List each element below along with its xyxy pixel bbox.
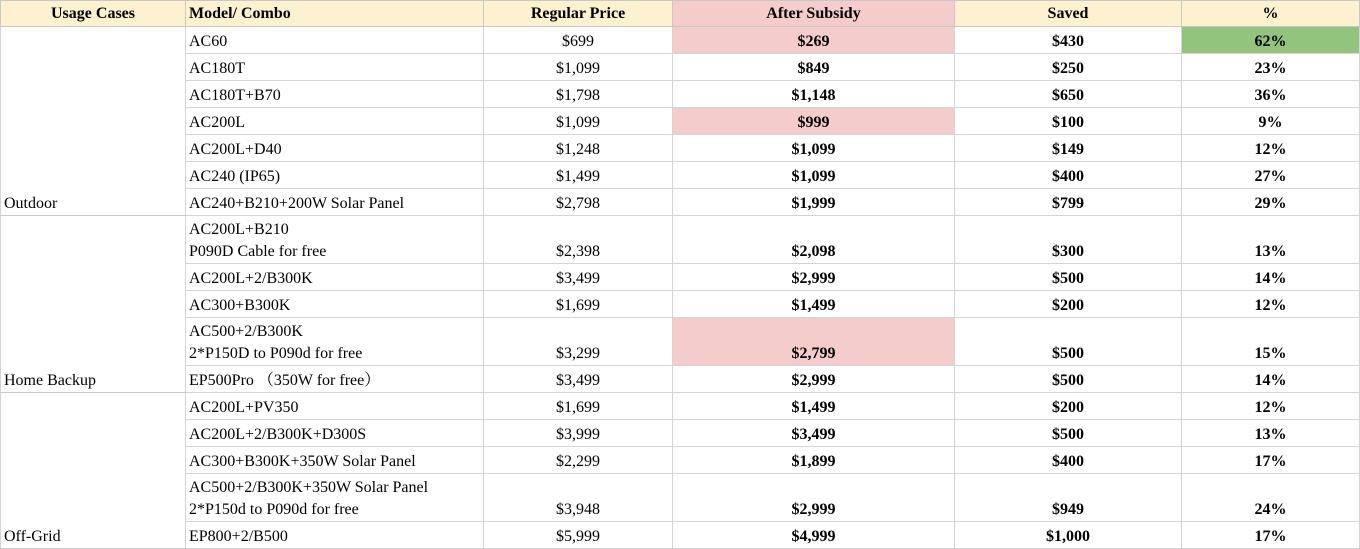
table-row [1, 474, 1360, 522]
cell-saved[interactable]: $400 [955, 447, 1182, 474]
cell-after-subsidy[interactable]: $1,499 [673, 291, 955, 318]
cell-percent[interactable]: 12% [1182, 135, 1360, 162]
table-row [1, 54, 1360, 81]
cell-after-subsidy[interactable]: $2,999 [673, 474, 955, 522]
cell-regular-price[interactable]: $1,099 [484, 54, 673, 81]
model-line: AC240 (IP65) [189, 168, 281, 185]
cell-percent[interactable]: 15% [1182, 318, 1360, 366]
cell-usage-case[interactable] [1, 108, 186, 135]
table-row [1, 81, 1360, 108]
cell-percent[interactable]: 17% [1182, 447, 1360, 474]
cell-model-combo[interactable] [186, 447, 484, 474]
cell-after-subsidy[interactable]: $1,999 [673, 189, 955, 216]
cell-saved[interactable]: $1,000 [955, 522, 1182, 549]
cell-percent[interactable]: 29% [1182, 189, 1360, 216]
cell-model-combo[interactable] [186, 54, 484, 81]
cell-usage-case[interactable] [1, 27, 186, 54]
cell-usage-case[interactable] [1, 447, 186, 474]
cell-usage-case[interactable] [1, 162, 186, 189]
cell-percent[interactable]: 24% [1182, 474, 1360, 522]
model-line: AC200L+2/B300K+D300S [189, 426, 367, 443]
cell-usage-case[interactable]: Outdoor [1, 189, 186, 216]
cell-percent[interactable]: 36% [1182, 81, 1360, 108]
cell-usage-case[interactable] [1, 393, 186, 420]
cell-model-combo[interactable] [186, 474, 484, 522]
model-line: EP800+2/B500 [189, 528, 288, 545]
cell-regular-price[interactable]: $2,398 [484, 216, 673, 264]
cell-saved[interactable]: $200 [955, 393, 1182, 420]
cell-after-subsidy[interactable]: $1,148 [673, 81, 955, 108]
cell-usage-case[interactable] [1, 264, 186, 291]
table-row [1, 393, 1360, 420]
cell-model-combo[interactable] [186, 420, 484, 447]
cell-percent[interactable]: 13% [1182, 216, 1360, 264]
cell-after-subsidy[interactable]: $1,899 [673, 447, 955, 474]
cell-regular-price[interactable]: $1,699 [484, 291, 673, 318]
cell-regular-price[interactable]: $3,499 [484, 366, 673, 393]
cell-model-combo[interactable] [186, 291, 484, 318]
table-row [1, 447, 1360, 474]
model-line: AC180T+B70 [189, 87, 281, 104]
table-row [1, 162, 1360, 189]
cell-regular-price[interactable]: $1,798 [484, 81, 673, 108]
cell-regular-price[interactable]: $3,499 [484, 264, 673, 291]
cell-after-subsidy[interactable]: $4,999 [673, 522, 955, 549]
header-percent[interactable]: % [1182, 1, 1360, 27]
cell-usage-case[interactable] [1, 135, 186, 162]
cell-after-subsidy[interactable]: $2,098 [673, 216, 955, 264]
model-line: 2*P150D to P090d for free [189, 345, 363, 362]
cell-saved[interactable]: $500 [955, 318, 1182, 366]
cell-usage-case[interactable] [1, 420, 186, 447]
cell-usage-case[interactable]: Off-Grid [1, 522, 186, 549]
cell-model-combo[interactable] [186, 393, 484, 420]
cell-saved[interactable]: $400 [955, 162, 1182, 189]
cell-after-subsidy[interactable]: $2,999 [673, 264, 955, 291]
cell-usage-case[interactable] [1, 291, 186, 318]
cell-saved[interactable]: $100 [955, 108, 1182, 135]
cell-saved[interactable]: $799 [955, 189, 1182, 216]
cell-model-combo[interactable] [186, 264, 484, 291]
cell-regular-price[interactable]: $5,999 [484, 522, 673, 549]
header-after-subsidy[interactable]: After Subsidy [673, 1, 955, 27]
cell-usage-case[interactable] [1, 474, 186, 522]
model-line: EP500Pro （350W for free） [189, 372, 381, 389]
cell-after-subsidy[interactable]: $2,999 [673, 366, 955, 393]
cell-model-combo[interactable] [186, 135, 484, 162]
cell-after-subsidy[interactable]: $999 [673, 108, 955, 135]
header-model-combo[interactable]: Model/ Combo [186, 1, 484, 27]
table-row [1, 420, 1360, 447]
cell-saved[interactable]: $149 [955, 135, 1182, 162]
cell-model-combo[interactable] [186, 81, 484, 108]
cell-percent[interactable]: 27% [1182, 162, 1360, 189]
cell-percent[interactable]: 14% [1182, 264, 1360, 291]
model-line: 2*P150d to P090d for free [189, 501, 359, 518]
cell-usage-case[interactable] [1, 81, 186, 108]
table-row [1, 264, 1360, 291]
model-line: AC240+B210+200W Solar Panel [189, 195, 405, 212]
cell-saved[interactable]: $500 [955, 366, 1182, 393]
table-row [1, 135, 1360, 162]
cell-percent[interactable]: 13% [1182, 420, 1360, 447]
model-line: AC60 [189, 33, 228, 50]
model-line: AC200L [189, 114, 245, 131]
cell-usage-case[interactable] [1, 216, 186, 264]
header-usage-cases[interactable]: Usage Cases [1, 1, 186, 27]
cell-saved[interactable]: $300 [955, 216, 1182, 264]
cell-regular-price[interactable]: $699 [484, 27, 673, 54]
cell-saved[interactable]: $500 [955, 420, 1182, 447]
cell-regular-price[interactable]: $2,299 [484, 447, 673, 474]
model-line: AC180T [189, 60, 245, 77]
cell-after-subsidy[interactable]: $269 [673, 27, 955, 54]
cell-after-subsidy[interactable]: $3,499 [673, 420, 955, 447]
model-line: AC200L+2/B300K [189, 270, 313, 287]
cell-percent[interactable]: 17% [1182, 522, 1360, 549]
cell-after-subsidy[interactable]: $1,099 [673, 135, 955, 162]
cell-model-combo[interactable] [186, 318, 484, 366]
cell-usage-case[interactable]: Home Backup [1, 366, 186, 393]
cell-regular-price[interactable]: $1,099 [484, 108, 673, 135]
header-regular-price[interactable]: Regular Price [484, 1, 673, 27]
cell-usage-case[interactable] [1, 318, 186, 366]
cell-regular-price[interactable]: $2,798 [484, 189, 673, 216]
table-row [1, 522, 1360, 549]
header-saved[interactable]: Saved [955, 1, 1182, 27]
cell-regular-price[interactable]: $1,699 [484, 393, 673, 420]
cell-usage-case[interactable] [1, 54, 186, 81]
cell-regular-price[interactable]: $1,248 [484, 135, 673, 162]
cell-model-combo[interactable] [186, 108, 484, 135]
model-line: P090D Cable for free [189, 243, 327, 260]
cell-percent[interactable]: 62% [1182, 27, 1360, 54]
table-body [1, 27, 1360, 549]
cell-model-combo[interactable] [186, 27, 484, 54]
cell-saved[interactable]: $200 [955, 291, 1182, 318]
cell-saved[interactable]: $500 [955, 264, 1182, 291]
model-line: AC300+B300K+350W Solar Panel [189, 453, 416, 470]
model-line: AC500+2/B300K [189, 323, 303, 340]
cell-model-combo[interactable] [186, 216, 484, 264]
cell-model-combo[interactable] [186, 522, 484, 549]
table-row [1, 366, 1360, 393]
cell-regular-price[interactable]: $3,999 [484, 420, 673, 447]
cell-saved[interactable]: $650 [955, 81, 1182, 108]
cell-after-subsidy[interactable]: $1,099 [673, 162, 955, 189]
table-row [1, 291, 1360, 318]
cell-percent[interactable]: 12% [1182, 291, 1360, 318]
cell-model-combo[interactable] [186, 162, 484, 189]
table-row [1, 27, 1360, 54]
model-line: AC500+2/B300K+350W Solar Panel [189, 479, 429, 496]
table-row [1, 216, 1360, 264]
cell-saved[interactable]: $430 [955, 27, 1182, 54]
model-line: AC200L+B210 [189, 221, 289, 238]
cell-saved[interactable]: $250 [955, 54, 1182, 81]
cell-saved[interactable]: $949 [955, 474, 1182, 522]
table-row [1, 318, 1360, 366]
table-row [1, 189, 1360, 216]
cell-regular-price[interactable]: $3,948 [484, 474, 673, 522]
cell-after-subsidy[interactable]: $849 [673, 54, 955, 81]
cell-percent[interactable]: 23% [1182, 54, 1360, 81]
cell-model-combo[interactable] [186, 189, 484, 216]
cell-regular-price[interactable]: $1,499 [484, 162, 673, 189]
header-row [1, 1, 1360, 27]
model-line: AC200L+D40 [189, 141, 282, 158]
cell-regular-price[interactable]: $3,299 [484, 318, 673, 366]
model-line: AC200L+PV350 [189, 399, 299, 416]
cell-percent[interactable]: 14% [1182, 366, 1360, 393]
cell-after-subsidy[interactable]: $2,799 [673, 318, 955, 366]
cell-percent[interactable]: 12% [1182, 393, 1360, 420]
model-line: AC300+B300K [189, 297, 291, 314]
table-row [1, 108, 1360, 135]
cell-percent[interactable]: 9% [1182, 108, 1360, 135]
cell-after-subsidy[interactable]: $1,499 [673, 393, 955, 420]
cell-model-combo[interactable] [186, 366, 484, 393]
